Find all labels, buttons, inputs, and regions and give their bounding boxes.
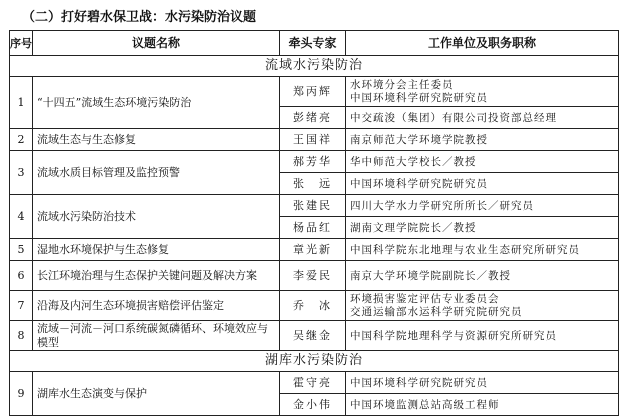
row-number: 1 bbox=[10, 77, 33, 129]
table-row bbox=[10, 129, 619, 151]
topics-table-wrapper bbox=[9, 30, 618, 416]
topic-name: 湿地水环境保护与生态修复 bbox=[33, 239, 280, 261]
section-heading bbox=[22, 6, 256, 25]
topic-name: 流域水质目标管理及监控预警 bbox=[33, 151, 280, 195]
expert-unit: 南京大学环境学院副院长／教授 bbox=[346, 261, 619, 291]
unit-line: 中国环境科学研究院研究员 bbox=[350, 91, 488, 104]
table-row bbox=[10, 321, 619, 351]
expert-unit: 中国科学院东北地理与农业生态研究所研究员 bbox=[346, 239, 619, 261]
table-row bbox=[10, 291, 619, 321]
table-row bbox=[10, 151, 619, 173]
topic-name: “十四五”流域生态环境污染防治 bbox=[33, 77, 280, 129]
expert-unit bbox=[346, 77, 619, 107]
expert-unit: 湖南文理学院院长／教授 bbox=[346, 217, 619, 239]
table-row bbox=[10, 195, 619, 217]
expert-unit: 中国环境监测总站高级工程师 bbox=[346, 394, 619, 416]
lead-expert: 郝芳华 bbox=[280, 151, 346, 173]
row-number: 7 bbox=[10, 291, 33, 321]
table-row bbox=[10, 77, 619, 107]
row-number: 2 bbox=[10, 129, 33, 151]
heading-title: 打好碧水保卫战：水污染防治议题 bbox=[61, 10, 257, 25]
unit-line: 环境损害鉴定评估专业委员会 bbox=[350, 292, 500, 305]
col-header-unit: 工作单位及职务职称 bbox=[346, 31, 619, 56]
section-title: 湖库水污染防治 bbox=[10, 351, 619, 372]
unit-line: 交通运输部水运科学研究院研究员 bbox=[350, 305, 523, 318]
lead-expert: 郑丙辉 bbox=[280, 77, 346, 107]
row-number: 3 bbox=[10, 151, 33, 195]
lead-expert: 李爱民 bbox=[280, 261, 346, 291]
topics-table bbox=[9, 30, 619, 416]
topic-name: 流域－河流－河口系统碳氮磷循环、环境效应与模型 bbox=[33, 321, 280, 351]
expert-unit: 华中师范大学校长／教授 bbox=[346, 151, 619, 173]
expert-unit: 中交疏浚（集团）有限公司投资部总经理 bbox=[346, 107, 619, 129]
col-header-no: 序号 bbox=[10, 31, 33, 56]
section-row bbox=[10, 351, 619, 372]
lead-expert: 乔 冰 bbox=[280, 291, 346, 321]
expert-unit bbox=[346, 291, 619, 321]
unit-line: 水环境分会主任委员 bbox=[350, 78, 454, 91]
table-body bbox=[10, 56, 619, 416]
row-number: 8 bbox=[10, 321, 33, 351]
table-row bbox=[10, 261, 619, 291]
topic-name: 湖库水生态演变与保护 bbox=[33, 372, 280, 416]
row-number: 5 bbox=[10, 239, 33, 261]
topic-name: 流域水污染防治技术 bbox=[33, 195, 280, 239]
row-number: 9 bbox=[10, 372, 33, 416]
lead-expert: 彭绪亮 bbox=[280, 107, 346, 129]
lead-expert: 王国祥 bbox=[280, 129, 346, 151]
topic-name: 流域生态与生态修复 bbox=[33, 129, 280, 151]
expert-unit: 中国环境科学研究院研究员 bbox=[346, 372, 619, 394]
heading-number: （二） bbox=[22, 10, 62, 25]
expert-unit: 南京师范大学环境学院教授 bbox=[346, 129, 619, 151]
lead-expert: 吴继金 bbox=[280, 321, 346, 351]
lead-expert: 张建民 bbox=[280, 195, 346, 217]
table-row bbox=[10, 372, 619, 394]
lead-expert: 杨品红 bbox=[280, 217, 346, 239]
row-number: 4 bbox=[10, 195, 33, 239]
topic-name: 沿海及内河生态环境损害赔偿评估鉴定 bbox=[33, 291, 280, 321]
lead-expert: 章光新 bbox=[280, 239, 346, 261]
topic-name: 长江环境治理与生态保护关键问题及解决方案 bbox=[33, 261, 280, 291]
lead-expert: 张 远 bbox=[280, 173, 346, 195]
col-header-topic: 议题名称 bbox=[33, 31, 280, 56]
row-number: 6 bbox=[10, 261, 33, 291]
expert-unit: 四川大学水力学研究所所长／研究员 bbox=[346, 195, 619, 217]
expert-unit: 中国环境科学研究院研究员 bbox=[346, 173, 619, 195]
lead-expert: 霍守亮 bbox=[280, 372, 346, 394]
section-title: 流域水污染防治 bbox=[10, 56, 619, 77]
section-row bbox=[10, 56, 619, 77]
table-header-row bbox=[10, 31, 619, 56]
lead-expert: 金小伟 bbox=[280, 394, 346, 416]
table-row bbox=[10, 239, 619, 261]
expert-unit: 中国科学院地理科学与资源研究所研究员 bbox=[346, 321, 619, 351]
col-header-lead: 牵头专家 bbox=[280, 31, 346, 56]
